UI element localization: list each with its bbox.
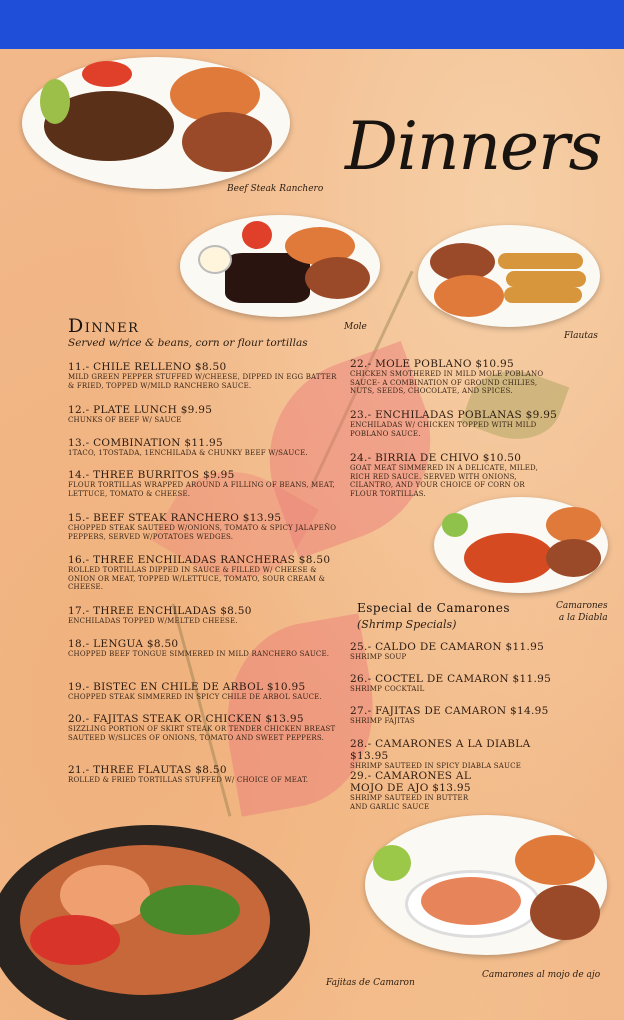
item-desc: 1TACO, 1TOSTADA, 1ENCHILADA & CHUNKY BEEF W/SAUCE. (68, 449, 308, 457)
menu-item (68, 681, 338, 702)
menu-item (68, 764, 338, 785)
item-name: 18.- LENGUA $8.50 (68, 638, 179, 650)
fajitas-camaron-image (0, 825, 310, 1020)
item-desc: SIZZLING PORTION OF SKIRT STEAK OR TENDER CHICKEN BREAST SAUTEED W/SLICES OF ONIONS, TOMATO AND SWEET PEPPERS. (68, 725, 336, 742)
item-desc: ENCHILADAS TOPPED W/MELTED CHEESE. (68, 617, 238, 625)
item-name: 11.- CHILE RELLENO $8.50 (68, 361, 227, 373)
top-bar (0, 0, 624, 49)
menu-item (68, 361, 338, 390)
item-name: 13.- COMBINATION $11.95 (68, 437, 223, 449)
menu-item (68, 638, 338, 659)
especial-subheading: (Shrimp Specials) (357, 618, 457, 631)
item-name: 28.- CAMARONES A LA DIABLA $13.95 (350, 738, 531, 762)
item-desc: SHRIMP SAUTEED IN SPICY DIABLA SAUCE (350, 762, 522, 770)
menu-item (350, 358, 560, 396)
item-name: 17.- THREE ENCHILADAS $8.50 (68, 605, 252, 617)
dinner-subtitle: Served w/rice & beans, corn or flour tortillas (68, 337, 308, 349)
menu-item (68, 713, 338, 742)
item-name: 14.- THREE BURRITOS $9.95 (68, 469, 235, 481)
item-name: 16.- THREE ENCHILADAS RANCHERAS $8.50 (68, 554, 331, 566)
item-desc: CHOPPED STEAK SIMMERED IN SPICY CHILE DE ARBOL SAUCE. (68, 693, 322, 701)
caption-beef-steak: Beef Steak Ranchero (227, 184, 324, 194)
item-name: 20.- FAJITAS STEAK OR CHICKEN $13.95 (68, 713, 304, 725)
item-name: 27.- FAJITAS DE CAMARON $14.95 (350, 705, 549, 717)
item-name: 19.- BISTEC EN CHILE DE ARBOL $10.95 (68, 681, 306, 693)
item-name: 15.- BEEF STEAK RANCHERO $13.95 (68, 512, 282, 524)
menu-item (350, 452, 540, 498)
dinner-heading: Dinner (68, 315, 140, 337)
camarones-diabla-plate-image (434, 497, 608, 593)
menu-item (350, 409, 560, 438)
decorative-stem (172, 603, 232, 816)
caption-fajitas-camaron: Fajitas de Camaron (326, 978, 415, 988)
item-name: 26.- COCTEL DE CAMARON $11.95 (350, 673, 552, 685)
item-desc: CHUNKS OF BEEF W/ SAUCE (68, 416, 182, 424)
menu-item (350, 738, 570, 771)
caption-mole: Mole (344, 322, 367, 332)
item-desc: CHOPPED STEAK SAUTEED W/ONIONS, TOMATO & SPICY JALAPEÑO PEPPERS, SERVED W/POTATOES WEDGES. (68, 524, 337, 541)
item-name: 22.- MOLE POBLANO $10.95 (350, 358, 514, 370)
item-desc: SHRIMP SAUTEED IN BUTTER AND GARLIC SAUCE (350, 794, 469, 811)
menu-item (350, 641, 560, 662)
item-desc: CHOPPED BEEF TONGUE SIMMERED IN MILD RANCHERO SAUCE. (68, 650, 330, 658)
menu-item (68, 437, 338, 458)
item-desc: SHRIMP SOUP (350, 653, 407, 661)
item-name: 25.- CALDO DE CAMARON $11.95 (350, 641, 545, 653)
menu-item (350, 673, 560, 694)
item-desc: ROLLED & FRIED TORTILLAS STUFFED W/ CHOICE OF MEAT. (68, 776, 309, 784)
menu-item (68, 554, 338, 592)
flautas-plate-image (418, 225, 600, 327)
menu-item (68, 605, 338, 626)
item-desc: GOAT MEAT SIMMERED IN A DELICATE, MILED, RICH RED SAUCE. SERVED WITH ONIONS, CILANTRO, AND YOUR CHOICE OF CORN OR FLOUR TORTILLAS. (350, 464, 539, 498)
item-desc: SHRIMP FAJITAS (350, 717, 415, 725)
mole-plate-image (180, 215, 380, 317)
item-desc: SHRIMP COCKTAIL (350, 685, 425, 693)
item-name: 12.- PLATE LUNCH $9.95 (68, 404, 213, 416)
item-name: 23.- ENCHILADAS POBLANAS $9.95 (350, 409, 558, 421)
item-name: 24.- BIRRIA DE CHIVO $10.50 (350, 452, 522, 464)
especial-heading: Especial de Camarones (357, 601, 510, 615)
caption-camarones-diabla (556, 600, 608, 624)
menu-item (68, 404, 338, 425)
page-title: Dinners (345, 108, 602, 185)
caption-flautas: Flautas (564, 331, 598, 341)
caption-camarones-diabla-text: Camarones a la Diabla (556, 601, 608, 623)
item-desc: MILD GREEN PEPPER STUFFED W/CHEESE, DIPPED IN EGG BATTER & FRIED, TOPPED W/MILD RANCHERO SAUCE. (68, 373, 337, 390)
item-name: 21.- THREE FLAUTAS $8.50 (68, 764, 227, 776)
menu-item (350, 770, 480, 811)
item-desc: CHICKEN SMOTHERED IN MILD MOLE POBLANO SAUCE- A COMBINATION OF GROUND CHILIES, NUTS, SEEDS, CHOCOLATE, AND SPICES. (350, 370, 544, 395)
menu-item (350, 705, 560, 726)
camarones-ajo-plate-image (365, 815, 607, 955)
beef-steak-plate-image (22, 57, 290, 189)
menu-item (68, 469, 338, 498)
item-desc: ENCHILADAS W/ CHICKEN TOPPED WITH MILD POBLANO SAUCE. (350, 421, 537, 438)
item-desc: FLOUR TORTILLAS WRAPPED AROUND A FILLING OF BEANS, MEAT, LETTUCE, TOMATO & CHEESE. (68, 481, 335, 498)
caption-camarones-ajo: Camarones al mojo de ajo (482, 970, 601, 980)
item-desc: ROLLED TORTILLAS DIPPED IN SAUCE & FILLED W/ CHEESE & ONION OR MEAT, TOPPED W/LETTUCE, TOMATO, SOUR CREAM & CHEESE. (68, 566, 326, 591)
menu-item (68, 512, 338, 541)
item-name: 29.- CAMARONES AL MOJO DE AJO $13.95 (350, 770, 472, 794)
